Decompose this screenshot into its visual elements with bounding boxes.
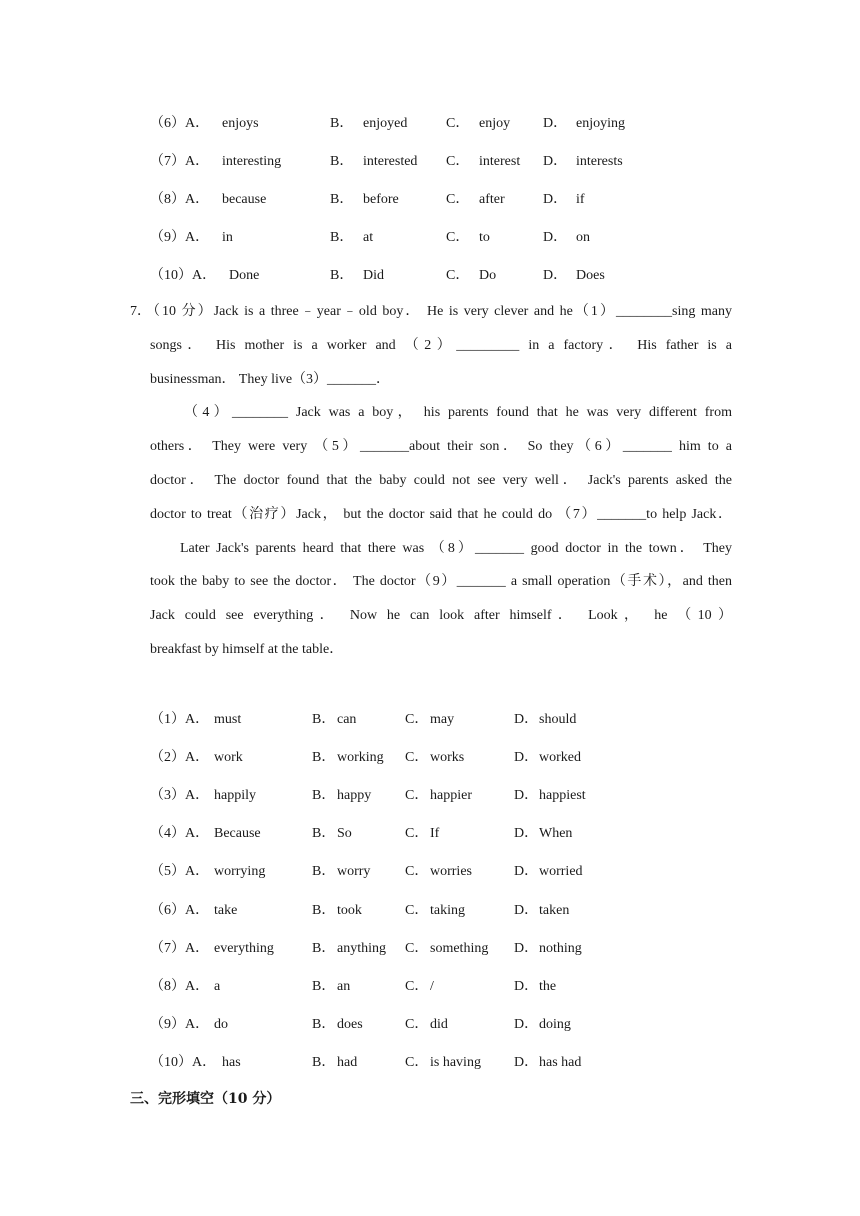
option-b-label: B． — [312, 903, 336, 918]
option-b-text: anything — [337, 941, 386, 956]
passage-line: others． They were very （5）_______about their son． So they（6）_______ him to a — [150, 439, 732, 454]
option-number: （2）A． — [150, 750, 210, 765]
option-b-label: B． — [312, 941, 336, 956]
option-c-text: Do — [479, 268, 497, 283]
option-c-text: / — [430, 979, 434, 994]
option-b-text: can — [337, 712, 357, 727]
option-d-label: D． — [543, 268, 568, 283]
option-c-label: C． — [446, 116, 470, 131]
option-b-text: an — [337, 979, 351, 994]
passage-line: doctor to treat（治疗）Jack， but the doctor said that he could do （7）_______to help Jack． — [150, 507, 732, 522]
option-number: （4）A． — [150, 826, 210, 841]
option-a-text: take — [214, 903, 238, 918]
option-a-text: because — [222, 192, 267, 207]
option-b-text: had — [337, 1055, 358, 1070]
option-c-text: did — [430, 1017, 448, 1032]
option-c-text: something — [430, 941, 489, 956]
option-d-text: on — [576, 230, 590, 245]
option-c-label: C． — [405, 979, 429, 994]
option-d-text: nothing — [539, 941, 582, 956]
option-number: （6）A． — [150, 903, 210, 918]
option-c-label: C． — [446, 154, 470, 169]
passage-line: breakfast by himself at the table． — [150, 642, 344, 657]
option-b-text: took — [337, 903, 362, 918]
option-d-label: D． — [514, 712, 539, 727]
option-d-label: D． — [543, 230, 568, 245]
option-number: （7）A． — [150, 154, 210, 169]
option-d-label: D． — [514, 979, 539, 994]
option-d-label: D． — [543, 154, 568, 169]
option-a-text: Because — [214, 826, 261, 841]
section-heading: 三、完形填空（10 分） — [130, 1091, 281, 1107]
option-c-text: worries — [430, 864, 472, 879]
option-c-text: to — [479, 230, 490, 245]
option-number: （9）A． — [150, 1017, 210, 1032]
option-d-text: has had — [539, 1055, 582, 1070]
option-d-label: D． — [514, 788, 539, 803]
option-b-label: B． — [330, 192, 354, 207]
option-d-text: should — [539, 712, 577, 727]
option-d-text: enjoying — [576, 116, 625, 131]
option-a-text: has — [222, 1055, 241, 1070]
option-b-text: interested — [363, 154, 418, 169]
option-a-text: in — [222, 230, 233, 245]
option-d-label: D． — [514, 750, 539, 765]
option-d-text: the — [539, 979, 557, 994]
option-c-label: C． — [446, 230, 470, 245]
option-c-label: C． — [446, 192, 470, 207]
option-d-text: worried — [539, 864, 583, 879]
option-c-label: C． — [405, 941, 429, 956]
option-b-text: before — [363, 192, 399, 207]
option-b-label: B． — [330, 230, 354, 245]
option-c-text: taking — [430, 903, 465, 918]
option-d-text: Does — [576, 268, 605, 283]
passage-line: （4）________ Jack was a boy， his parents found that he was very different from — [184, 405, 732, 420]
passage-line: Jack could see everything． Now he can look after himself． Look， he （10） — [150, 608, 732, 623]
option-d-text: happiest — [539, 788, 586, 803]
option-c-text: enjoy — [479, 116, 511, 131]
option-number: （8）A． — [150, 192, 210, 207]
question-number: 7． — [130, 304, 151, 319]
option-c-label: C． — [405, 1017, 429, 1032]
option-b-label: B． — [312, 712, 336, 727]
passage-line: （10 分）Jack is a three﹣year﹣old boy． He is very clever and he（1）________sing many — [146, 304, 732, 319]
option-c-text: works — [430, 750, 465, 765]
option-b-text: working — [337, 750, 384, 765]
option-c-label: C． — [405, 788, 429, 803]
option-b-text: So — [337, 826, 352, 841]
option-a-text: a — [214, 979, 221, 994]
passage-line: businessman． They live（3）_______． — [150, 372, 391, 387]
option-d-label: D． — [514, 941, 539, 956]
option-number: （9）A． — [150, 230, 210, 245]
option-a-text: interesting — [222, 154, 282, 169]
option-a-text: happily — [214, 788, 256, 803]
option-a-text: Done — [229, 268, 260, 283]
option-b-label: B． — [312, 826, 336, 841]
option-d-label: D． — [514, 864, 539, 879]
option-a-text: do — [214, 1017, 228, 1032]
option-c-label: C． — [405, 903, 429, 918]
option-b-text: at — [363, 230, 374, 245]
option-c-text: happier — [430, 788, 472, 803]
option-number: （10）A． — [150, 268, 217, 283]
option-c-label: C． — [405, 864, 429, 879]
option-number: （10）A． — [150, 1055, 217, 1070]
option-number: （8）A． — [150, 979, 210, 994]
option-c-label: C． — [405, 712, 429, 727]
passage-line: doctor． The doctor found that the baby could not see very well． Jack's parents asked the — [150, 473, 732, 488]
option-d-label: D． — [543, 116, 568, 131]
option-b-label: B． — [312, 1017, 336, 1032]
option-c-text: If — [430, 826, 440, 841]
option-a-text: enjoys — [222, 116, 259, 131]
option-number: （5）A． — [150, 864, 210, 879]
option-b-label: B． — [312, 864, 336, 879]
option-d-text: if — [576, 192, 585, 207]
option-b-text: happy — [337, 788, 372, 803]
passage-line: songs． His mother is a worker and （2）_________ in a factory． His father is a — [150, 338, 732, 353]
option-number: （7）A． — [150, 941, 210, 956]
option-b-label: B． — [312, 1055, 336, 1070]
option-number: （3）A． — [150, 788, 210, 803]
option-a-text: worrying — [214, 864, 266, 879]
option-d-label: D． — [543, 192, 568, 207]
option-b-label: B． — [330, 116, 354, 131]
option-d-text: worked — [539, 750, 581, 765]
option-a-text: everything — [214, 941, 274, 956]
option-d-text: doing — [539, 1017, 571, 1032]
option-d-text: When — [539, 826, 573, 841]
option-c-label: C． — [446, 268, 470, 283]
option-c-text: may — [430, 712, 455, 727]
option-b-label: B． — [330, 268, 354, 283]
option-b-label: B． — [312, 979, 336, 994]
option-b-label: B． — [312, 788, 336, 803]
option-c-text: after — [479, 192, 505, 207]
option-b-text: does — [337, 1017, 363, 1032]
option-c-label: C． — [405, 1055, 429, 1070]
option-c-text: interest — [479, 154, 521, 169]
option-a-text: work — [214, 750, 243, 765]
option-b-label: B． — [330, 154, 354, 169]
option-d-text: taken — [539, 903, 570, 918]
option-number: （1）A． — [150, 712, 210, 727]
option-d-label: D． — [514, 903, 539, 918]
option-d-text: interests — [576, 154, 623, 169]
option-d-label: D． — [514, 826, 539, 841]
option-number: （6）A． — [150, 116, 210, 131]
option-a-text: must — [214, 712, 242, 727]
option-c-label: C． — [405, 750, 429, 765]
option-b-label: B． — [312, 750, 336, 765]
option-b-text: Did — [363, 268, 384, 283]
option-c-text: is having — [430, 1055, 481, 1070]
passage-line: Later Jack's parents heard that there was （8）_______ good doctor in the town． They — [180, 541, 732, 556]
option-d-label: D． — [514, 1055, 539, 1070]
option-c-label: C． — [405, 826, 429, 841]
option-b-text: enjoyed — [363, 116, 408, 131]
option-d-label: D． — [514, 1017, 539, 1032]
option-b-text: worry — [337, 864, 371, 879]
passage-line: took the baby to see the doctor． The doctor（9）_______ a small operation（手术），and then — [150, 574, 732, 589]
